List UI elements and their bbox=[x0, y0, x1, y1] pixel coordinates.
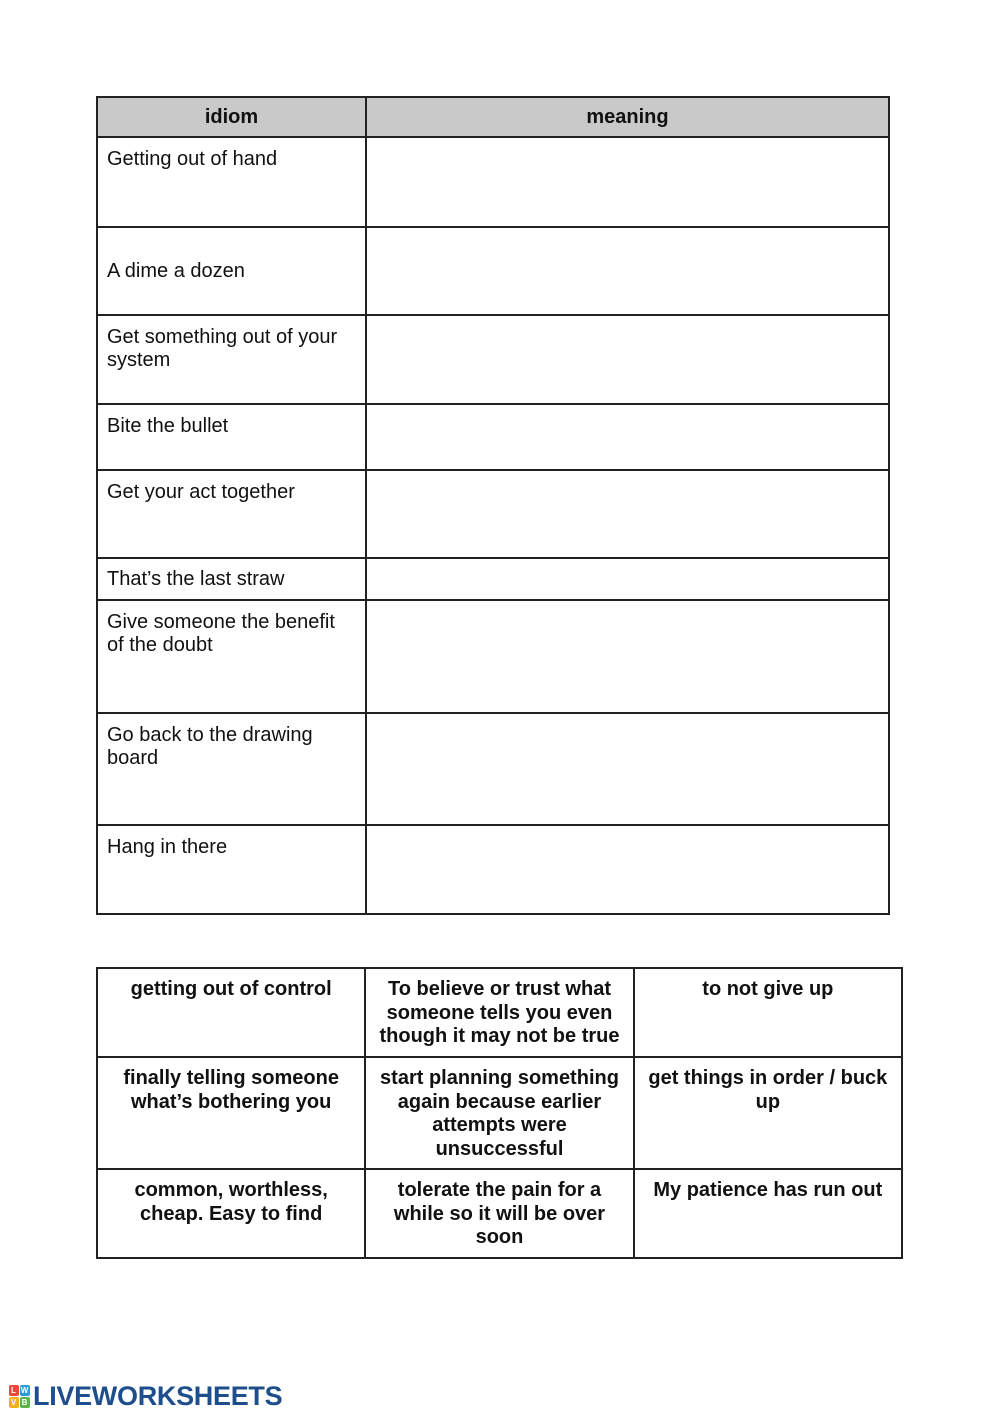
meaning-card[interactable]: common, worthless, cheap. Easy to find bbox=[97, 1169, 365, 1258]
meaning-card[interactable]: getting out of control bbox=[97, 968, 365, 1057]
meaning-card[interactable]: to not give up bbox=[634, 968, 902, 1057]
meaning-card[interactable]: get things in order / buck up bbox=[634, 1057, 902, 1169]
table-row bbox=[97, 713, 889, 825]
logo-square-v: V bbox=[9, 1397, 19, 1408]
table-row bbox=[97, 137, 889, 227]
meaning-card[interactable]: tolerate the pain for a while so it will be over soon bbox=[365, 1169, 633, 1258]
logo-square-l: L bbox=[9, 1385, 19, 1396]
meaning-answer-cell[interactable] bbox=[366, 470, 889, 558]
idiom-cell: Getting out of hand bbox=[97, 137, 366, 227]
idiom-cell: Bite the bullet bbox=[97, 404, 366, 470]
table-row bbox=[97, 404, 889, 470]
meaning-answer-cell[interactable] bbox=[366, 315, 889, 404]
meaning-cards-row bbox=[97, 1169, 902, 1258]
meaning-card[interactable]: finally telling someone what’s bothering you bbox=[97, 1057, 365, 1169]
idiom-cell: Go back to the drawing board bbox=[97, 713, 366, 825]
table-row bbox=[97, 825, 889, 914]
table-row bbox=[97, 227, 889, 315]
logo-square-b: B bbox=[20, 1397, 30, 1408]
liveworksheets-logo-icon bbox=[8, 1384, 30, 1408]
idiom-column-header: idiom bbox=[97, 97, 366, 137]
meaning-answer-cell[interactable] bbox=[366, 558, 889, 600]
table-row bbox=[97, 600, 889, 713]
table-row bbox=[97, 558, 889, 600]
meaning-card[interactable]: To believe or trust what someone tells you even though it may not be true bbox=[365, 968, 633, 1057]
meaning-card[interactable]: start planning something again because earlier attempts were unsuccessful bbox=[365, 1057, 633, 1169]
table-header-row bbox=[97, 97, 889, 137]
idiom-table bbox=[96, 96, 890, 915]
idiom-cell: Give someone the benefit of the doubt bbox=[97, 600, 366, 713]
meaning-cards-table bbox=[96, 967, 903, 1259]
meaning-answer-cell[interactable] bbox=[366, 404, 889, 470]
meaning-cards-row bbox=[97, 1057, 902, 1169]
meaning-cards-row bbox=[97, 968, 902, 1057]
table-row bbox=[97, 470, 889, 558]
logo-wordmark: LIVEWORKSHEETS bbox=[33, 1380, 283, 1411]
meaning-column-header: meaning bbox=[366, 97, 889, 137]
meaning-answer-cell[interactable] bbox=[366, 137, 889, 227]
idiom-cell: A dime a dozen bbox=[97, 227, 366, 315]
idiom-cell: Hang in there bbox=[97, 825, 366, 914]
table-row bbox=[97, 315, 889, 404]
liveworksheets-logo[interactable] bbox=[8, 1382, 282, 1410]
meaning-answer-cell[interactable] bbox=[366, 600, 889, 713]
meaning-card[interactable]: My patience has run out bbox=[634, 1169, 902, 1258]
meaning-answer-cell[interactable] bbox=[366, 713, 889, 825]
logo-square-w: W bbox=[20, 1385, 29, 1395]
meaning-answer-cell[interactable] bbox=[366, 825, 889, 914]
idiom-cell: Get your act together bbox=[97, 470, 366, 558]
idiom-cell: Get something out of your system bbox=[97, 315, 366, 404]
idiom-cell: That’s the last straw bbox=[97, 558, 366, 600]
meaning-answer-cell[interactable] bbox=[366, 227, 889, 315]
